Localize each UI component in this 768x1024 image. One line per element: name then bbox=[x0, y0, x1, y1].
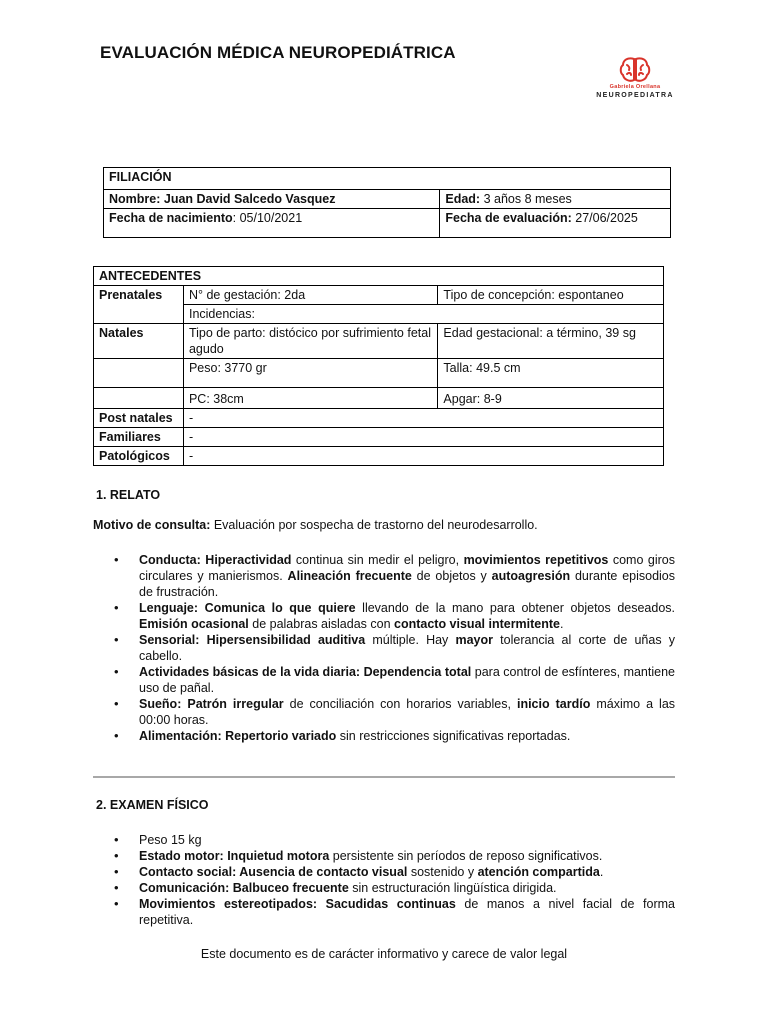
natales-label: Natales bbox=[94, 324, 184, 359]
apgar-cell: Apgar: 8-9 bbox=[438, 388, 664, 409]
item-text: múltiple. Hay bbox=[365, 633, 456, 647]
item-bold: Comunica lo que quiere bbox=[198, 601, 356, 615]
item-bold: Balbuceo frecuente bbox=[229, 881, 349, 895]
section-heading-relato: 1. RELATO bbox=[96, 488, 161, 502]
item-bold: autoagresión bbox=[491, 569, 571, 583]
peso-cell: Peso: 3770 gr bbox=[183, 359, 437, 388]
item-label: Comunicación: bbox=[139, 881, 230, 895]
item-bold: Hiperactividad bbox=[200, 553, 292, 567]
item-text: sostenido y bbox=[407, 865, 478, 879]
natales-empty-cell bbox=[94, 388, 184, 409]
nombre-cell: Nombre: Juan David Salcedo Vasquez bbox=[104, 190, 440, 209]
item-bold: movimientos repetitivos bbox=[463, 553, 609, 567]
list-item-alimentacion bbox=[93, 728, 675, 744]
nacimiento-label: Fecha de nacimiento bbox=[109, 211, 233, 225]
list-item-social bbox=[93, 864, 675, 880]
item-label: Sueño: bbox=[139, 697, 182, 711]
list-item-conducta bbox=[93, 552, 675, 600]
item-text: sin estructuración lingüística dirigida. bbox=[348, 881, 557, 895]
post-natales-value: - bbox=[183, 409, 663, 428]
logo bbox=[590, 56, 680, 108]
list-item-sensorial bbox=[93, 632, 675, 664]
item-text: como giros circulares y manierismos. bbox=[139, 553, 675, 583]
item-label: Estado motor: bbox=[139, 849, 224, 863]
evaluacion-label: Fecha de evaluación: bbox=[445, 211, 572, 225]
prenatales-label: Prenatales bbox=[94, 286, 184, 324]
post-natales-label: Post natales bbox=[94, 409, 184, 428]
nacimiento-cell bbox=[104, 209, 440, 238]
familiares-value: - bbox=[183, 428, 663, 447]
item-text: para control de esfínteres, mantiene uso de pañal. bbox=[139, 665, 675, 695]
item-text: de objetos y bbox=[411, 569, 492, 583]
edad-cell bbox=[440, 190, 671, 209]
item-label: Sensorial: bbox=[139, 633, 200, 647]
item-label: Conducta: bbox=[139, 553, 201, 567]
item-bold: atención compartida bbox=[477, 865, 600, 879]
filiacion-table bbox=[103, 167, 671, 238]
patologicos-label: Patológicos bbox=[94, 447, 184, 466]
item-text: llevando de la mano para obtener objetos deseados. bbox=[355, 601, 675, 615]
logo-subtitle: NEUROPEDIATRA bbox=[596, 92, 674, 99]
antecedentes-heading: ANTECEDENTES bbox=[94, 267, 664, 286]
filiacion-heading: FILIACIÓN bbox=[104, 168, 671, 190]
list-item-peso bbox=[93, 832, 675, 848]
item-text: de palabras aisladas con bbox=[248, 617, 394, 631]
item-bold: Patrón irregular bbox=[181, 697, 284, 711]
item-label: Alimentación: bbox=[139, 729, 222, 743]
pc-cell: PC: 38cm bbox=[183, 388, 437, 409]
nacimiento-value: : 05/10/2021 bbox=[232, 211, 303, 225]
item-text: . bbox=[599, 865, 604, 879]
page-title: EVALUACIÓN MÉDICA NEUROPEDIÁTRICA bbox=[100, 43, 456, 62]
item-bold: Repertorio variado bbox=[221, 729, 337, 743]
familiares-label: Familiares bbox=[94, 428, 184, 447]
section-heading-examen: 2. EXAMEN FÍSICO bbox=[96, 798, 209, 812]
item-bold: Inquietud motora bbox=[223, 849, 330, 863]
evaluacion-cell bbox=[440, 209, 671, 238]
examen-list bbox=[93, 832, 675, 928]
parto-cell: Tipo de parto: distócico por sufrimiento fetal agudo bbox=[183, 324, 437, 359]
motivo-label: Motivo de consulta: bbox=[93, 518, 211, 532]
list-item-avd bbox=[93, 664, 675, 696]
item-bold: inicio tardío bbox=[516, 697, 591, 711]
gestacion-cell: N° de gestación: 2da bbox=[183, 286, 437, 305]
incidencias-cell: Incidencias: bbox=[183, 305, 663, 324]
item-bold: Emisión ocasional bbox=[139, 617, 249, 631]
item-bold: Dependencia total bbox=[360, 665, 472, 679]
motivo-consulta bbox=[93, 517, 673, 533]
item-text: de conciliación con horarios variables, bbox=[283, 697, 517, 711]
footer-disclaimer: Este documento es de carácter informativo y carece de valor legal bbox=[200, 947, 568, 961]
natales-empty-cell bbox=[94, 359, 184, 388]
item-text: persistente sin períodos de reposo significativos. bbox=[329, 849, 603, 863]
section-divider bbox=[93, 776, 675, 778]
edad-gestacional-cell: Edad gestacional: a término, 39 sg bbox=[438, 324, 664, 359]
patologicos-value: - bbox=[183, 447, 663, 466]
item-text: . bbox=[560, 617, 564, 631]
item-label: Actividades básicas de la vida diaria: bbox=[139, 665, 361, 679]
list-item-lenguaje bbox=[93, 600, 675, 632]
item-text: de manos a nivel facial de forma repetitiva. bbox=[139, 897, 675, 927]
item-bold: contacto visual intermitente bbox=[394, 617, 561, 631]
brain-icon bbox=[618, 56, 652, 84]
item-label: Lenguaje: bbox=[139, 601, 199, 615]
list-item-comunicacion bbox=[93, 880, 675, 896]
item-bold: Alineación frecuente bbox=[287, 569, 412, 583]
item-label: Movimientos estereotipados: bbox=[139, 897, 318, 911]
list-item-motor bbox=[93, 848, 675, 864]
item-text: sin restricciones significativas reportadas. bbox=[336, 729, 571, 743]
edad-label: Edad: bbox=[445, 192, 481, 206]
item-text: durante episodios de frustración. bbox=[139, 569, 676, 599]
concepcion-cell: Tipo de concepción: espontaneo bbox=[438, 286, 664, 305]
logo-name: Gabriela Orellana bbox=[609, 84, 661, 90]
item-text: tolerancia al corte de uñas y cabello. bbox=[139, 633, 675, 663]
item-text: Peso 15 kg bbox=[139, 833, 202, 847]
list-item-movimientos bbox=[93, 896, 675, 928]
item-bold: Hipersensibilidad auditiva bbox=[199, 633, 366, 647]
relato-list bbox=[93, 552, 675, 744]
list-item-sueno bbox=[93, 696, 675, 728]
motivo-text: Evaluación por sospecha de trastorno del neurodesarrollo. bbox=[210, 518, 538, 532]
item-text: continua sin medir el peligro, bbox=[291, 553, 464, 567]
item-bold: Sacudidas continuas bbox=[317, 897, 456, 911]
antecedentes-table bbox=[93, 266, 664, 466]
item-bold: Ausencia de contacto visual bbox=[236, 865, 408, 879]
item-bold: mayor bbox=[455, 633, 494, 647]
evaluacion-value: 27/06/2025 bbox=[571, 211, 638, 225]
item-text: máximo a las 00:00 horas. bbox=[139, 697, 676, 727]
talla-cell: Talla: 49.5 cm bbox=[438, 359, 664, 388]
edad-value: 3 años 8 meses bbox=[480, 192, 572, 206]
item-label: Contacto social: bbox=[139, 865, 237, 879]
